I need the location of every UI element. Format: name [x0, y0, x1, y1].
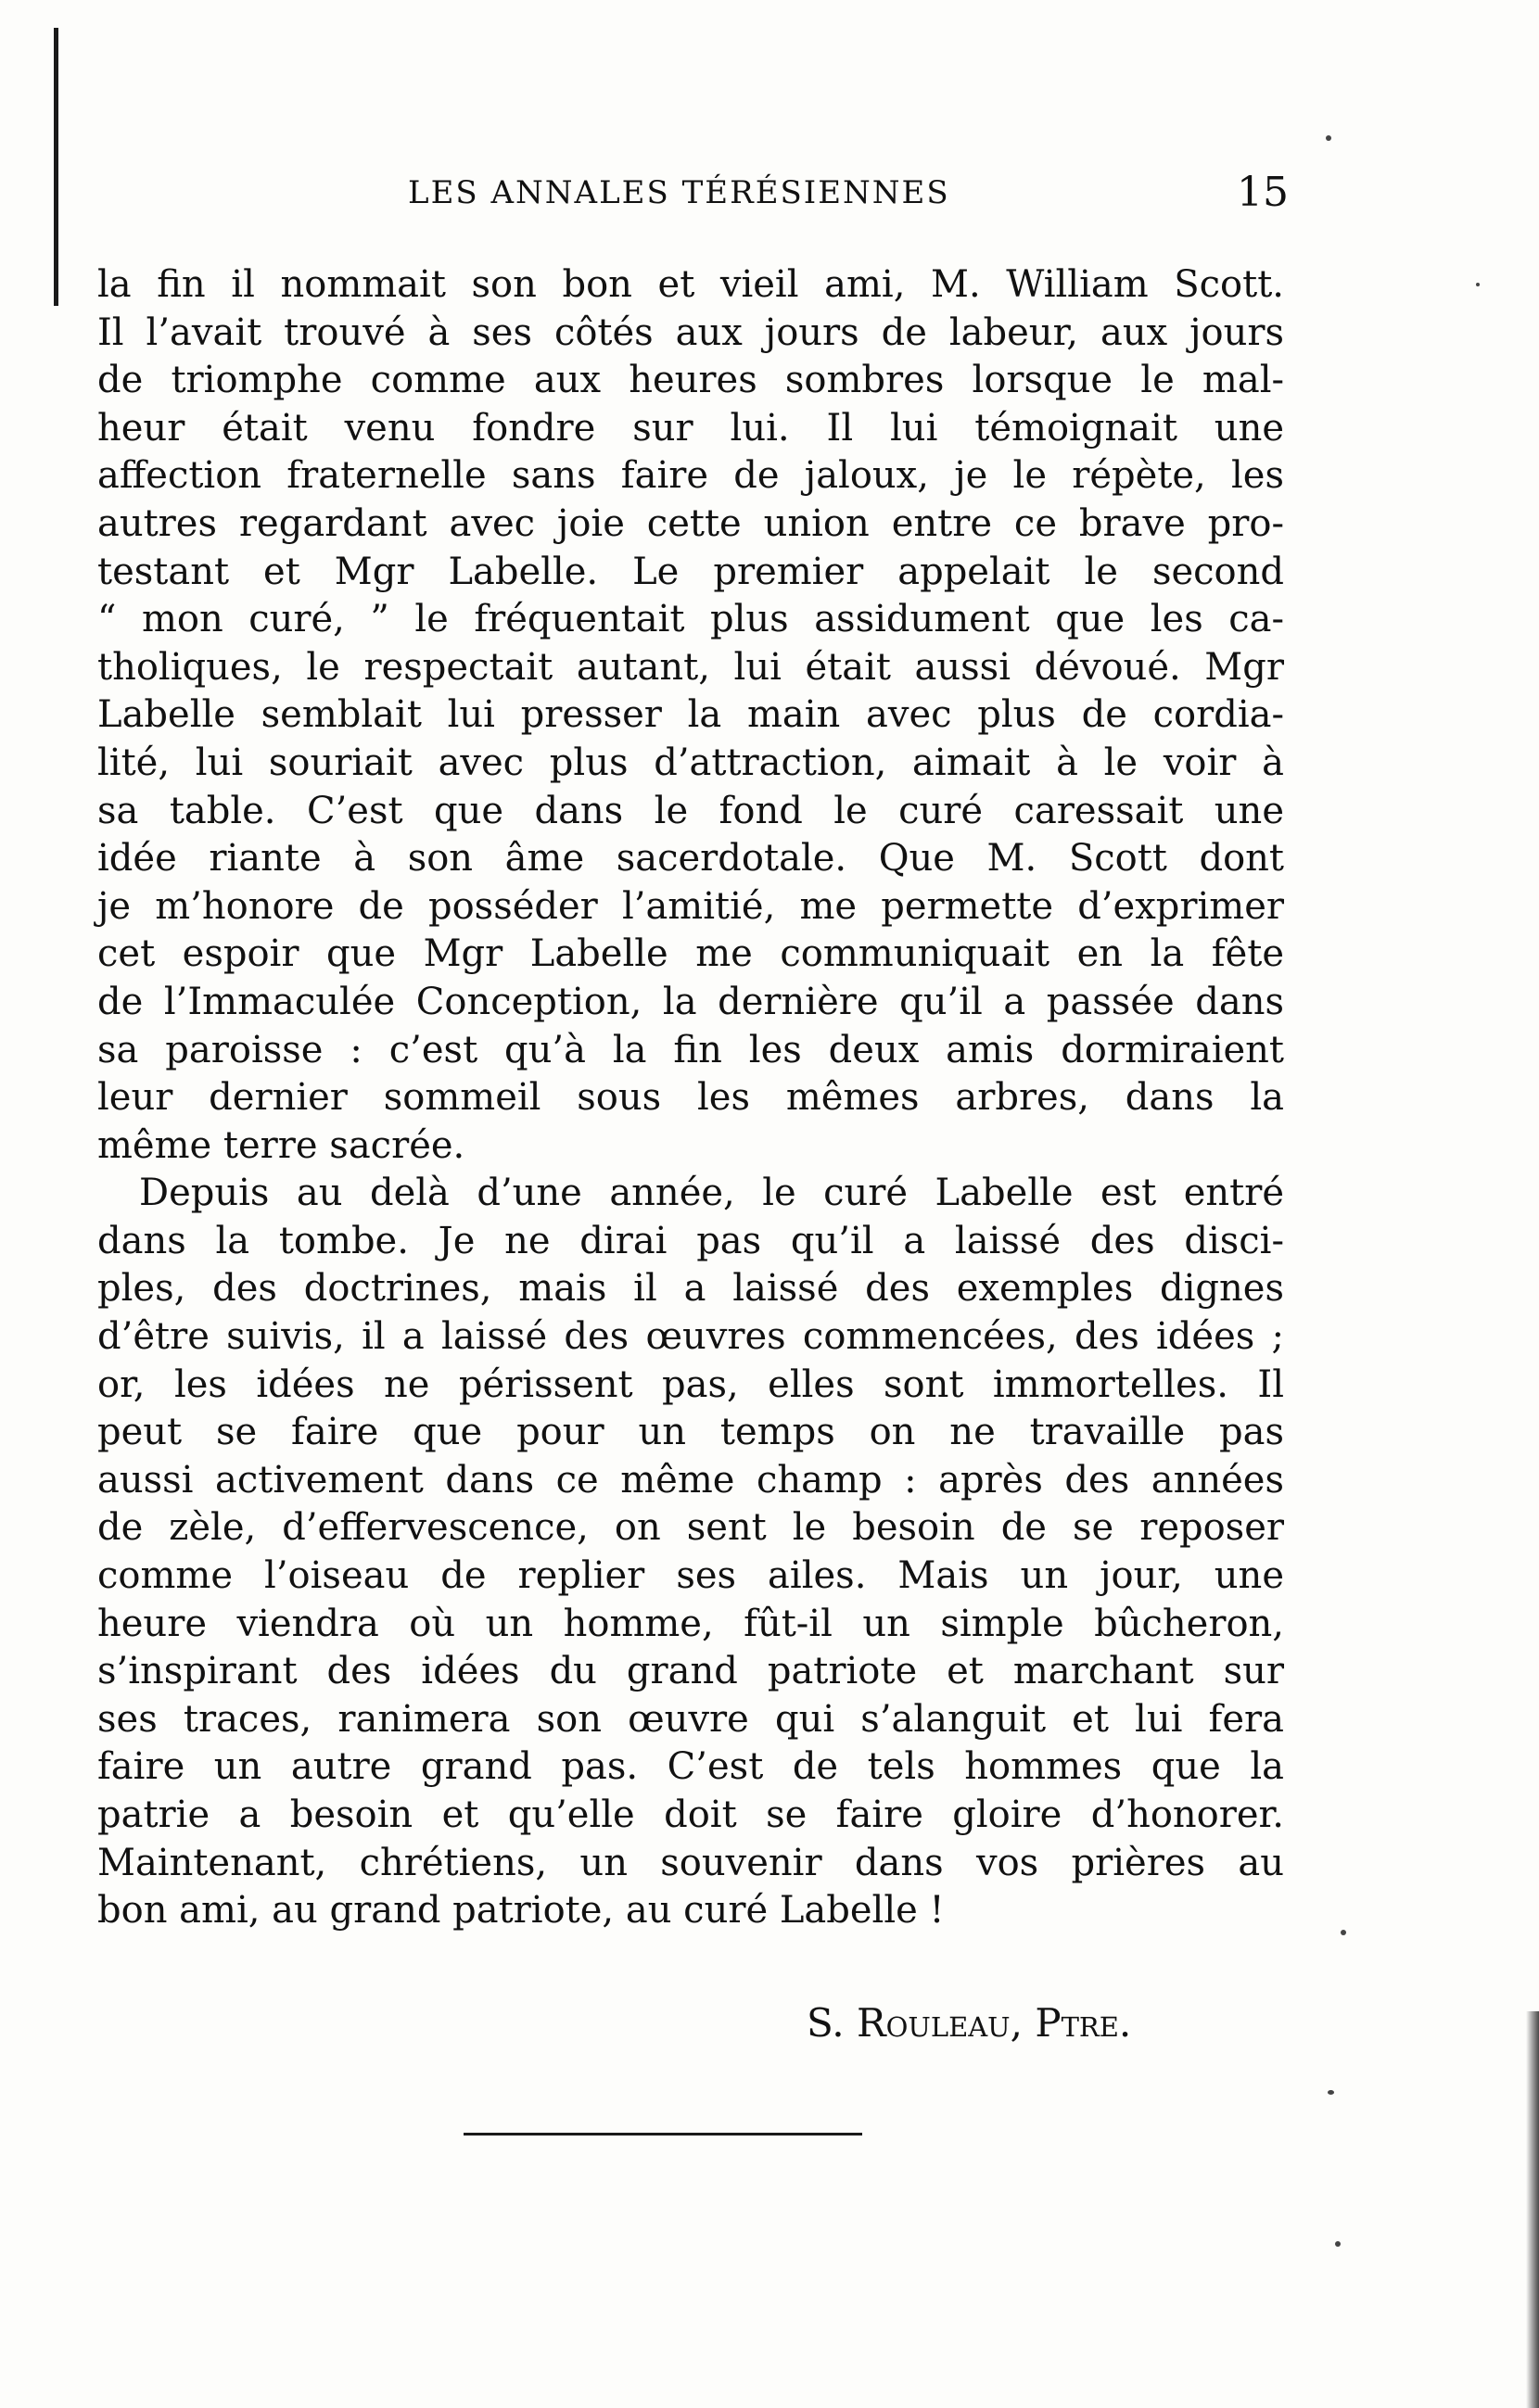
text-line: bon ami, au grand patriote, au curé Labelle ! — [97, 1889, 945, 1933]
horizontal-rule — [464, 2133, 862, 2136]
text-line: ples, des doctrines, mais il a laissé des exemples dignes — [97, 1267, 1284, 1311]
ink-speck — [1335, 2241, 1341, 2247]
text-line: cet espoir que Mgr Labelle me communiquait en la fête — [97, 932, 1284, 976]
running-title: LES ANNALES TÉRÉSIENNES — [408, 174, 950, 211]
text-line: or, les idées ne périssent pas, elles sont immortelles. Il — [97, 1362, 1284, 1406]
text-line: peut se faire que pour un temps on ne travaille pas — [97, 1411, 1284, 1454]
ink-speck — [1476, 283, 1480, 286]
text-line: sa table. C’est que dans le fond le curé caressait une — [97, 789, 1284, 832]
text-line: de triomphe comme aux heures sombres lorsque le mal- — [97, 359, 1284, 402]
text-line: heur était venu fondre sur lui. Il lui témoignait une — [97, 406, 1284, 450]
paragraph-1 — [97, 261, 1284, 1170]
text-line: ses traces, ranimera son œuvre qui s’alanguit et lui fera — [97, 1697, 1284, 1741]
running-header — [93, 169, 1289, 224]
body-text — [97, 261, 1284, 1935]
binding-edge-line — [54, 28, 58, 306]
text-line: faire un autre grand pas. C’est de tels hommes que la — [97, 1745, 1284, 1789]
text-line: Maintenant, chrétiens, un souvenir dans vos prières au — [97, 1841, 1284, 1884]
page-edge-shadow — [1526, 2011, 1539, 2408]
ink-speck — [1328, 2090, 1334, 2095]
text-line: s’inspirant des idées du grand patriote et marchant sur — [97, 1650, 1284, 1693]
text-line: “ mon curé, ” le fréquentait plus assidument que les ca- — [97, 598, 1284, 641]
text-line: affection fraternelle sans faire de jaloux, je le répète, les — [97, 454, 1284, 498]
signature: S. Rouleau, Ptre. — [807, 2000, 1132, 2046]
text-line: de zèle, d’effervescence, on sent le besoin de se reposer — [97, 1506, 1284, 1550]
text-line: la fin il nommait son bon et vieil ami, M. William Scott. — [97, 263, 1284, 306]
text-line: Depuis au delà d’une année, le curé Labelle est entré — [139, 1172, 1284, 1215]
text-line: leur dernier sommeil sous les mêmes arbres, dans la — [97, 1076, 1284, 1120]
text-line: autres regardant avec joie cette union entre ce brave pro- — [97, 501, 1284, 545]
text-line: comme l’oiseau de replier ses ailes. Mais un jour, une — [97, 1554, 1284, 1598]
text-line: de l’Immaculée Conception, la dernière qu’il a passée dans — [97, 980, 1284, 1023]
ink-speck — [1341, 1930, 1346, 1935]
text-line: sa paroisse : c’est qu’à la fin les deux amis dormiraient — [97, 1028, 1284, 1071]
text-line: aussi activement dans ce même champ : après des années — [97, 1458, 1284, 1502]
paragraph-2 — [97, 1170, 1284, 1935]
text-line: d’être suivis, il a laissé des œuvres commencées, des idées ; — [97, 1315, 1284, 1359]
text-line: dans la tombe. Je ne dirai pas qu’il a laissé des disci- — [97, 1219, 1284, 1262]
ink-speck — [1326, 135, 1331, 141]
text-line: idée riante à son âme sacerdotale. Que M. Scott dont — [97, 837, 1284, 881]
text-line: patrie a besoin et qu’elle doit se faire gloire d’honorer. — [97, 1793, 1284, 1836]
text-line: Il l’avait trouvé à ses côtés aux jours de labeur, aux jours — [97, 311, 1284, 354]
text-line: lité, lui souriait avec plus d’attraction, aimait à le voir à — [97, 741, 1284, 784]
page-number: 15 — [1237, 169, 1289, 216]
text-line: tholiques, le respectait autant, lui était aussi dévoué. Mgr — [97, 645, 1284, 689]
text-line: même terre sacrée. — [97, 1123, 465, 1167]
text-line: testant et Mgr Labelle. Le premier appelait le second — [97, 550, 1284, 593]
text-line: heure viendra où un homme, fût-il un simple bûcheron, — [97, 1602, 1284, 1645]
text-line: Labelle semblait lui presser la main avec plus de cordia- — [97, 693, 1284, 737]
text-line: je m’honore de posséder l’amitié, me permette d’exprimer — [97, 884, 1284, 928]
